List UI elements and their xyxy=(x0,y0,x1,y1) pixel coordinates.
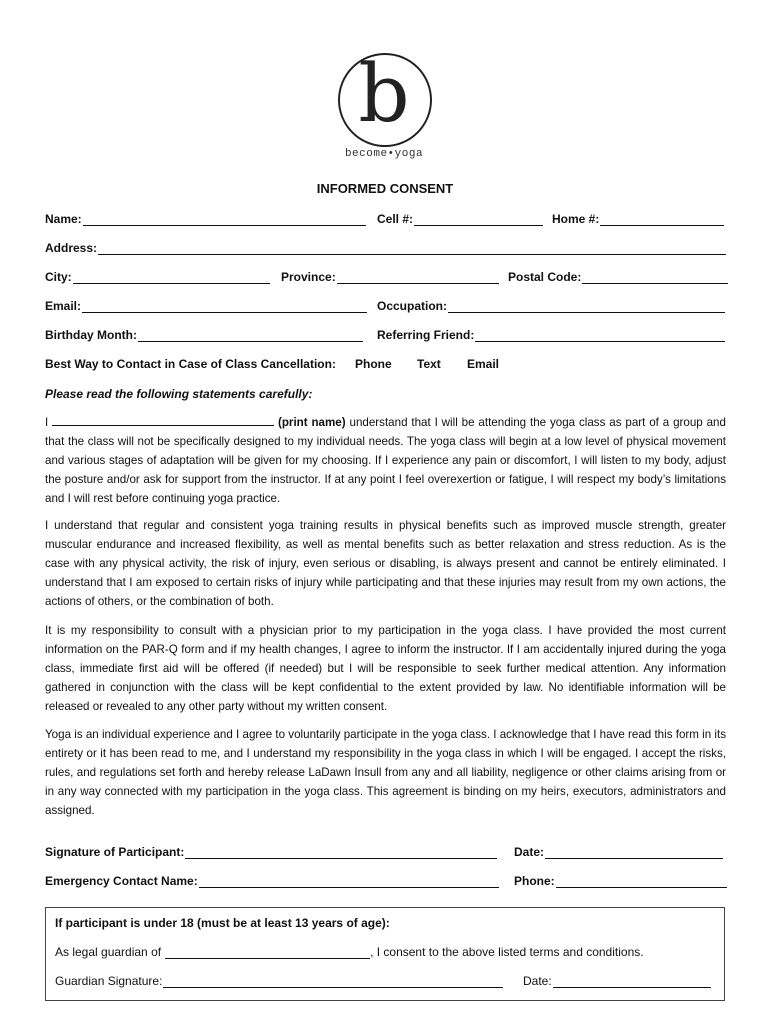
participant-signature-line[interactable] xyxy=(185,846,497,859)
province-field[interactable] xyxy=(281,270,499,284)
print-name-line[interactable] xyxy=(52,414,274,426)
name-field[interactable] xyxy=(45,212,366,226)
birthday-month-field[interactable] xyxy=(45,328,363,342)
contact-preference-label: Best Way to Contact in Case of Class Cancellation: xyxy=(45,357,336,371)
cell-label: Cell #: xyxy=(377,212,414,226)
guardian-suffix: , I consent to the above listed terms and conditions. xyxy=(370,945,644,959)
birthday-month-line[interactable] xyxy=(138,329,363,342)
consent-paragraph-3: It is my responsibility to consult with a physician prior to my participation in the yoga class. I have provided the most current information on the PAR-Q form and if my health changes, I agree to inform the instructor. If I am accidentally injured during the yoga class, immediate first aid will be offered (if needed) but I will be responsible to seek further medical attention. Any information gathered in conjunction with the class will be kept confidential to the extent provided by law. No identifiable information will be released or revealed to any other party without my written consent. xyxy=(45,624,726,713)
phone-line[interactable] xyxy=(556,875,727,888)
guardian-date-field[interactable] xyxy=(523,974,711,988)
emergency-contact-label: Emergency Contact Name: xyxy=(45,874,198,888)
name-label: Name: xyxy=(45,212,82,226)
address-label: Address: xyxy=(45,241,98,255)
emergency-contact-field[interactable] xyxy=(45,874,499,888)
guardian-of-line[interactable] xyxy=(165,946,370,959)
p1-start: I xyxy=(45,416,49,429)
province-label: Province: xyxy=(281,270,336,284)
print-name-label: (print name) xyxy=(277,416,346,429)
guardian-signature-field[interactable] xyxy=(55,974,503,988)
participant-date-label: Date: xyxy=(514,845,545,859)
referring-friend-label: Referring Friend: xyxy=(377,328,475,342)
occupation-label: Occupation: xyxy=(377,299,448,313)
referring-friend-field[interactable] xyxy=(377,328,725,342)
home-line[interactable] xyxy=(600,213,724,226)
birthday-month-label: Birthday Month: xyxy=(45,328,137,342)
postal-code-label: Postal Code: xyxy=(508,270,582,284)
email-field[interactable] xyxy=(45,299,367,313)
phone-label: Phone: xyxy=(514,874,555,888)
postal-code-line[interactable] xyxy=(582,271,728,284)
postal-code-field[interactable] xyxy=(508,270,728,284)
logo-letter: b xyxy=(358,47,410,140)
guardian-signature-line[interactable] xyxy=(163,975,503,988)
consent-paragraph-4: Yoga is an individual experience and I agree to voluntarily participate in the yoga class. I acknowledge that I have read this form in its entirety or it has been read to me, and I understand my responsibility in the yoga class in which I will be engaged. I accept the risks, rules, and regulations set forth and hereby release LaDawn Insull from any and all liability, negligence or other claims arising from or in any way connected with my participation in the yoga class. This agreement is binding on my heirs, executors, administrators and assigned. xyxy=(45,728,726,817)
guardian-signature-label: Guardian Signature: xyxy=(55,974,163,988)
address-field[interactable] xyxy=(45,241,726,255)
page-title: INFORMED CONSENT xyxy=(316,181,454,196)
participant-date-line[interactable] xyxy=(545,846,723,859)
participant-signature-label: Signature of Participant: xyxy=(45,845,185,859)
p1-text: understand that I will be attending the yoga class as part of a group and that the class will not be specifically designed to my individual needs. The yoga class will begin at a low level of physical movement and various stages of adaptation will be given for my choosing. If I experience any pain or discomfort, I will listen to my body, adjust the posture and/or ask for support from the instructor. If at any point I feel overexertion or fatigue, I will respect my body’s limitations and I will rest before continuing yoga practice. xyxy=(45,416,726,505)
home-field[interactable] xyxy=(552,212,724,226)
city-field[interactable] xyxy=(45,270,270,284)
instruction-heading: Please read the following statements carefully: xyxy=(45,387,313,401)
participant-signature-field[interactable] xyxy=(45,845,497,859)
phone-field[interactable] xyxy=(514,874,727,888)
participant-date-field[interactable] xyxy=(514,845,723,859)
consent-paragraph-2: I understand that regular and consistent yoga training results in physical benefits such as improved muscle strength, greater muscular endurance and increased flexibility, as well as mental benefits such as better relaxation and stress reduction. As is the case with any physical activity, the risk of injury, even serious or disabling, is always present and cannot be entirely eliminated. I understand that I am exposed to certain risks of injury while participating and that these injuries may result from my own actions, the actions of others, or the combination of both. xyxy=(45,519,726,608)
name-line[interactable] xyxy=(83,213,366,226)
email-label: Email: xyxy=(45,299,82,313)
occupation-field[interactable] xyxy=(377,299,725,313)
minor-heading: If participant is under 18 (must be at least 13 years of age): xyxy=(55,916,390,930)
contact-option-email[interactable]: Email xyxy=(467,357,500,371)
guardian-prefix: As legal guardian of xyxy=(55,945,162,959)
guardian-date-label: Date: xyxy=(523,974,552,988)
referring-friend-line[interactable] xyxy=(475,329,725,342)
minor-consent-box xyxy=(45,907,725,1001)
email-line[interactable] xyxy=(82,300,367,313)
emergency-contact-line[interactable] xyxy=(199,875,499,888)
cell-line[interactable] xyxy=(414,213,543,226)
consent-paragraph-1 xyxy=(45,413,726,508)
contact-option-phone[interactable]: Phone xyxy=(355,357,392,371)
city-line[interactable] xyxy=(73,271,270,284)
occupation-line[interactable] xyxy=(448,300,725,313)
logo-text: become•yoga xyxy=(344,148,424,160)
become-yoga-logo xyxy=(337,47,433,162)
address-line[interactable] xyxy=(98,242,726,255)
guardian-consent-line[interactable] xyxy=(55,945,644,959)
province-line[interactable] xyxy=(337,271,499,284)
contact-option-text[interactable]: Text xyxy=(417,357,441,371)
cell-field[interactable] xyxy=(377,212,543,226)
city-label: City: xyxy=(45,270,72,284)
guardian-date-line[interactable] xyxy=(553,975,711,988)
home-label: Home #: xyxy=(552,212,600,226)
